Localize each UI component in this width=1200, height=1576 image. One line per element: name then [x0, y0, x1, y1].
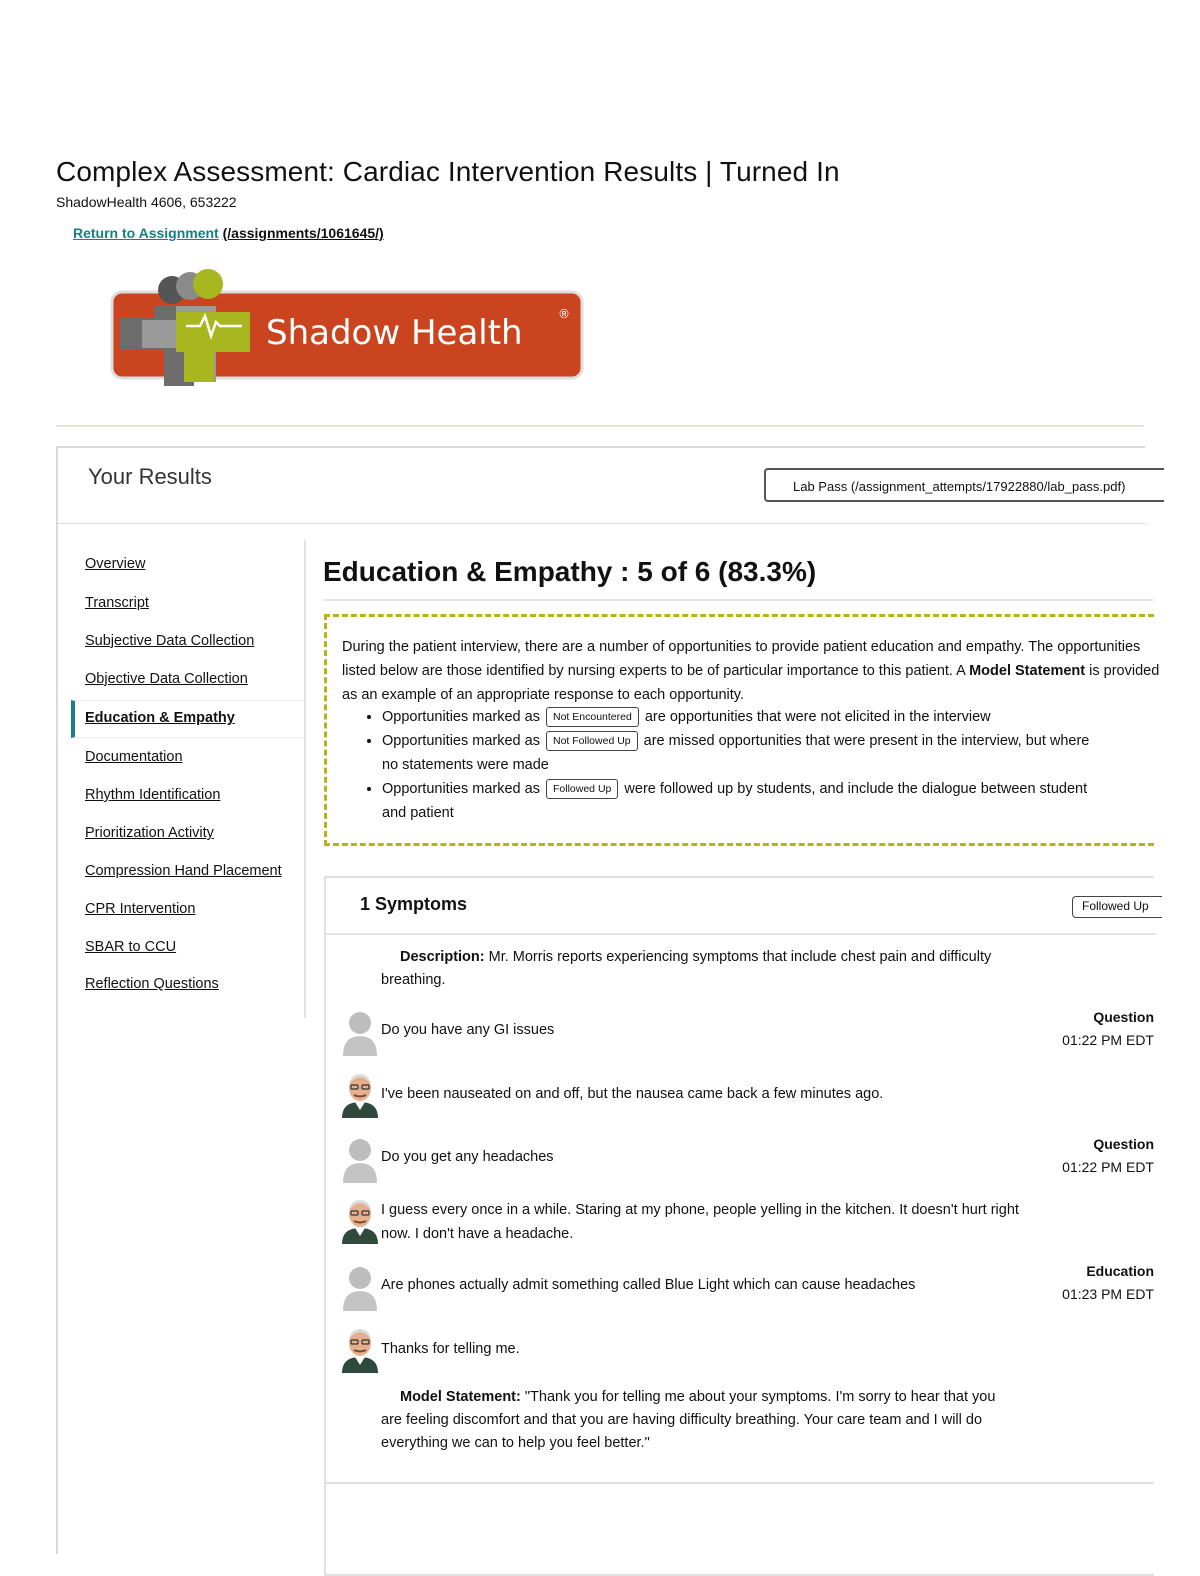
- header-divider: [56, 425, 1144, 427]
- patient-message: I guess every once in a while. Staring at my phone, people yelling in the kitchen. It doesn't hurt right now. I don't have a headache.: [381, 1202, 1019, 1242]
- student-avatar-icon: [340, 1008, 380, 1056]
- logo-text: Shadow Health: [266, 313, 523, 353]
- patient-avatar-icon: [340, 1196, 380, 1244]
- student-avatar-icon: [340, 1263, 380, 1311]
- patient-avatar-icon: [340, 1070, 380, 1118]
- status-badge: Followed Up: [1072, 896, 1162, 918]
- return-link-url[interactable]: (/assignments/1061645/): [222, 225, 384, 241]
- section-title: Education & Empathy : 5 of 6 (83.3%): [323, 556, 817, 587]
- instructions-text: During the patient interview, there are a number of opportunities to provide patient education and empathy. The opportunities listed below are those identified by nursing experts to be of particular importance to this patient. A Model Statement is provided as an example of an appropriate response to each opportunity.: [342, 639, 1160, 703]
- sidebar-item-cpr[interactable]: CPR Intervention: [85, 901, 196, 917]
- results-title: Your Results: [88, 464, 212, 489]
- shadow-health-logo: [106, 268, 586, 394]
- model-statement: Model Statement: "Thank you for telling me about your symptoms. I'm sorry to hear that you are feeling discomfort and that you are having difficulty breathing. Your care team and I will do everything we can to help you feel better.": [381, 1389, 996, 1451]
- student-message: Are phones actually admit something called Blue Light which can cause headaches: [381, 1277, 916, 1293]
- sidebar-item-reflection[interactable]: Reflection Questions: [85, 976, 219, 992]
- results-panel: [56, 446, 1160, 1554]
- instructions-box: [324, 614, 1160, 846]
- tag-followed-up: Followed Up: [546, 779, 618, 799]
- opportunity-title: 1 Symptoms: [360, 894, 468, 914]
- sidebar-item-compression-hand[interactable]: Compression Hand Placement: [85, 863, 282, 879]
- sidebar-item-objective-data[interactable]: Objective Data Collection: [85, 671, 248, 687]
- sidebar-item-transcript[interactable]: Transcript: [85, 595, 149, 611]
- panel-header-divider: [58, 523, 1147, 524]
- message-meta: Question 01:22 PM EDT: [1062, 1136, 1154, 1175]
- lab-pass-button[interactable]: Lab Pass (/assignment_attempts/17922880/lab_pass.pdf): [764, 468, 1164, 502]
- message-meta: Education 01:23 PM EDT: [1062, 1263, 1154, 1302]
- status-legend-list: [342, 705, 1162, 825]
- legend-followed-up: • Opportunities marked as Followed Up were followed up by students, and include the dialogue between student and patient: [382, 777, 1162, 825]
- return-link-text[interactable]: Return to Assignment: [73, 225, 219, 241]
- section-divider: [323, 599, 1153, 601]
- patient-message: Thanks for telling me.: [381, 1341, 520, 1357]
- sidebar-item-sbar[interactable]: SBAR to CCU: [85, 939, 177, 955]
- sidebar-item-prioritization[interactable]: Prioritization Activity: [85, 825, 214, 841]
- patient-avatar-icon: [340, 1325, 380, 1373]
- patient-message: I've been nauseated on and off, but the nausea came back a few minutes ago.: [381, 1086, 884, 1102]
- tag-not-encountered: Not Encountered: [546, 707, 639, 727]
- results-sidebar: [58, 540, 306, 1018]
- opportunity-description: Description: Mr. Morris reports experiencing symptoms that include chest pain and difficulty breathing.: [381, 949, 992, 988]
- student-message: Do you have any GI issues: [381, 1022, 555, 1038]
- next-opportunity-card: [324, 1482, 1154, 1562]
- svg-text:®: ®: [558, 307, 570, 321]
- legend-not-encountered: • Opportunities marked as Not Encountered are opportunities that were not elicited in the interview: [382, 705, 1162, 729]
- sidebar-item-education-empathy[interactable]: Education & Empathy: [85, 710, 235, 726]
- course-subtitle: ShadowHealth 4606, 653222: [56, 194, 237, 210]
- sidebar-item-overview[interactable]: Overview: [85, 556, 146, 572]
- return-to-assignment-link[interactable]: [73, 225, 384, 241]
- legend-not-followed-up: • Opportunities marked as Not Followed Up are missed opportunities that were present in the interview, but where no statements were made: [382, 729, 1162, 777]
- sidebar-item-subjective-data[interactable]: Subjective Data Collection: [85, 633, 255, 649]
- sidebar-item-documentation[interactable]: Documentation: [85, 749, 183, 765]
- sidebar-item-rhythm-identification[interactable]: Rhythm Identification: [85, 787, 221, 803]
- student-avatar-icon: [340, 1135, 380, 1183]
- card-divider: [326, 933, 1156, 935]
- tag-not-followed-up: Not Followed Up: [546, 731, 638, 751]
- opportunity-card-symptoms: [324, 876, 1154, 1576]
- message-meta: Question 01:22 PM EDT: [1062, 1009, 1154, 1048]
- student-message: Do you get any headaches: [381, 1149, 554, 1165]
- page-title: Complex Assessment: Cardiac Intervention Results | Turned In: [56, 156, 840, 187]
